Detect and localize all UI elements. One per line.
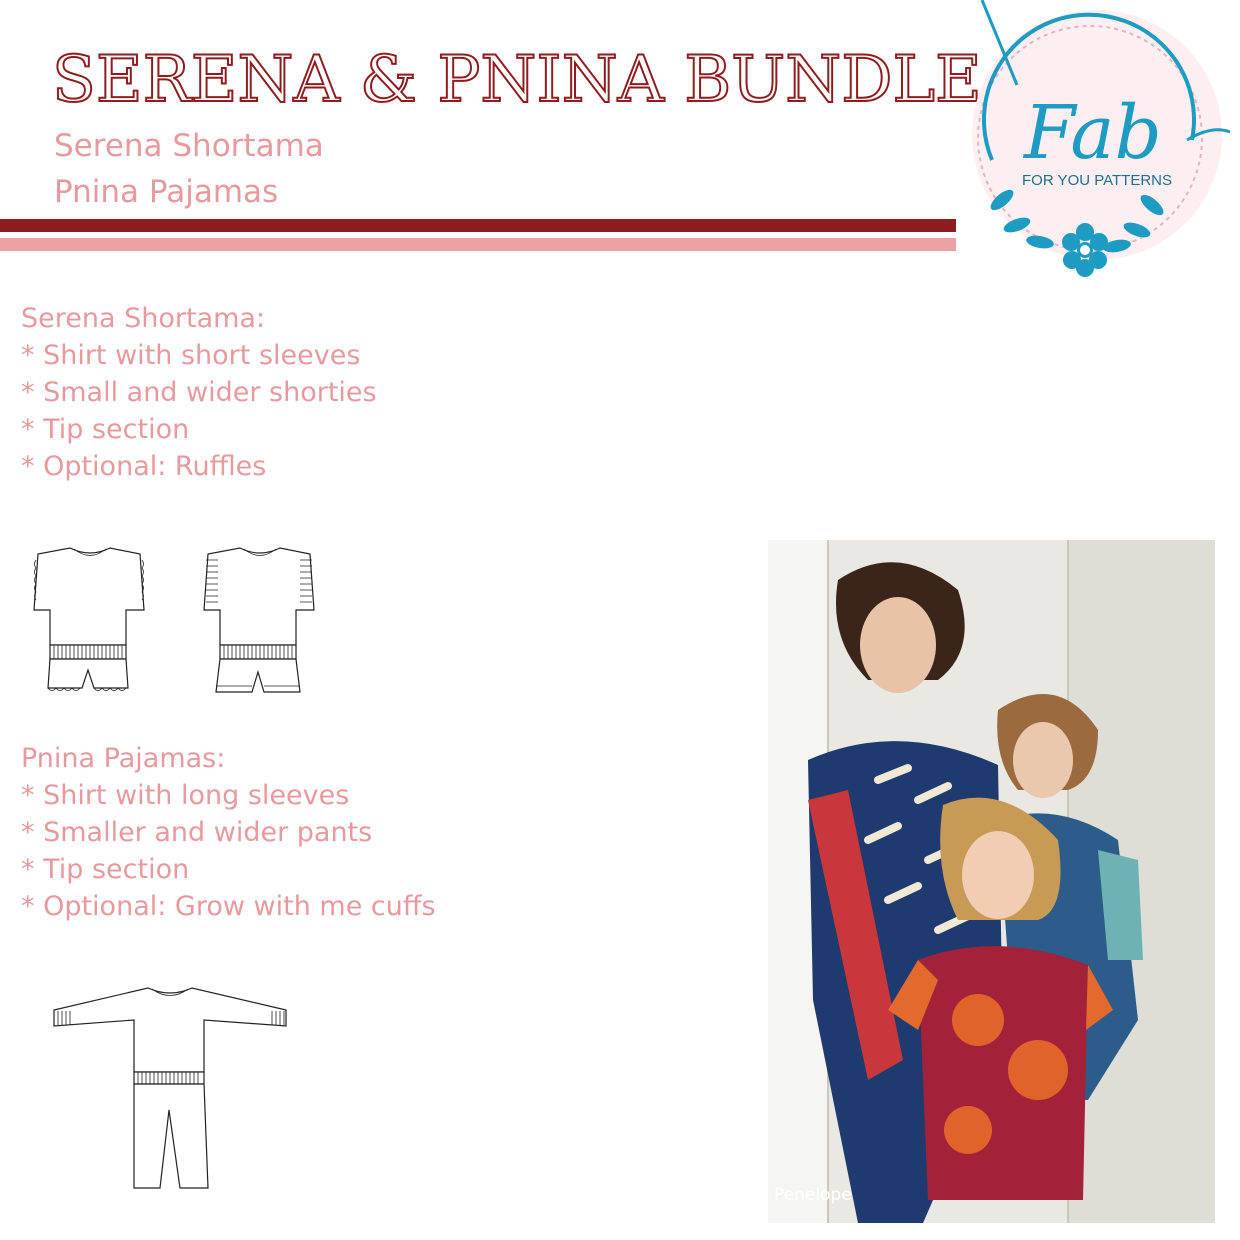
pnina-feature-list <box>21 740 436 925</box>
list-item: * Shirt with short sleeves <box>21 340 361 371</box>
serena-ruffle-sketch-icon <box>30 540 150 700</box>
pnina-sketch-icon <box>48 980 293 1195</box>
logo-wordmark: Fab <box>1024 90 1162 176</box>
list-item: * Optional: Ruffles <box>21 451 267 482</box>
subtitle-serena: Serena Shortama <box>54 128 324 164</box>
serena-heading: Serena Shortama: <box>21 303 266 334</box>
list-item: * Tip section <box>21 414 190 445</box>
serena-feature-list <box>21 300 377 485</box>
subtitle-pnina: Pnina Pajamas <box>54 174 279 210</box>
logo-tagline: FOR YOU PATTERNS <box>1022 172 1173 189</box>
divider-light <box>0 238 956 251</box>
fab-logo-icon <box>962 0 1240 290</box>
divider-dark <box>0 219 956 232</box>
model-photo <box>768 540 1215 1223</box>
pnina-heading: Pnina Pajamas: <box>21 743 226 774</box>
photo-caption: Penelope <box>774 1185 852 1205</box>
list-item: * Optional: Grow with me cuffs <box>21 891 436 922</box>
list-item: * Tip section <box>21 854 190 885</box>
list-item: * Shirt with long sleeves <box>21 780 350 811</box>
serena-plain-sketch-icon <box>200 540 320 700</box>
page-title: SERENA & PNINA BUNDLE <box>52 43 982 117</box>
list-item: * Smaller and wider pants <box>21 817 373 848</box>
list-item: * Small and wider shorties <box>21 377 377 408</box>
